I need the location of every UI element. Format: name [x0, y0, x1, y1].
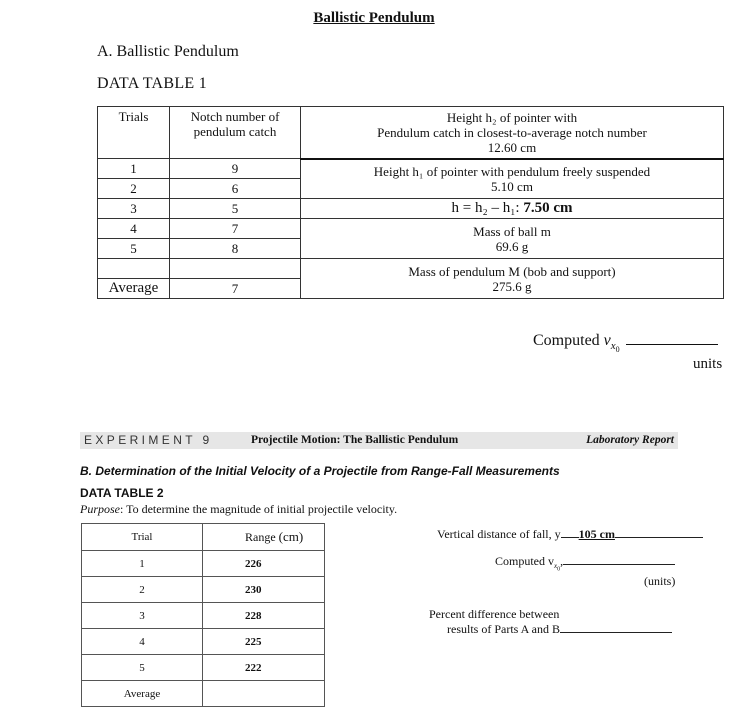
table-row: 4 225 [82, 629, 325, 655]
average-value: 7 [170, 279, 301, 299]
average-label: Average [98, 279, 170, 299]
data-table-1-title: DATA TABLE 1 [97, 75, 208, 92]
units-label: units [693, 356, 723, 372]
table-row: 1 9 Height h₁ of pointer with pendulum freely suspended 5.10 cm [98, 159, 724, 179]
table-row: 4 7 Mass of ball m 69.6 g [98, 219, 724, 239]
vertical-distance-blank[interactable] [615, 537, 703, 538]
units-2-label: (units) [644, 574, 676, 588]
experiment-banner [80, 432, 678, 449]
computed-velocity-blank[interactable] [626, 344, 718, 345]
header-h2: Height h₂ of pointer with Pendulum catch in closest-to-average notch number 12.60 cm [301, 107, 724, 159]
table-header-row [82, 524, 325, 551]
vertical-distance-field: Vertical distance of fall, y 105 cm [437, 527, 703, 542]
percent-difference-blank[interactable] [560, 632, 672, 633]
purpose-text: Purpose: To determine the magnitude of initial projectile velocity. [80, 502, 398, 516]
table-row: 3 5 h = h₂ – h₁: 7.50 cm [98, 199, 724, 219]
header-trial: Trial [82, 524, 203, 551]
average-label: Average [82, 681, 203, 707]
page-title: Ballistic Pendulum [313, 10, 435, 26]
computed-velocity-2-field: Computed $v_{x_0}$, [495, 554, 675, 573]
experiment-title: Projectile Motion: The Ballistic Pendulum [251, 434, 459, 446]
computed-velocity-field: Computed $v_{x_0}$ [533, 332, 718, 354]
lab-report-label: Laboratory Report [586, 434, 674, 446]
h1-cell: Height h₁ of pointer with pendulum freely suspended 5.10 cm [301, 159, 724, 199]
header-notch: Notch number of pendulum catch [170, 107, 301, 159]
table-row: 2 230 [82, 577, 325, 603]
average-value[interactable] [203, 681, 325, 707]
experiment-number: EXPERIMENT 9 [84, 433, 213, 447]
table-row: 5 8 [98, 239, 724, 259]
table-header-row [98, 107, 724, 159]
section-b-heading: B. Determination of the Initial Velocity of a Projectile from Range-Fall Measurements [80, 464, 560, 478]
h-difference-cell: h = h₂ – h₁: 7.50 cm [301, 199, 724, 219]
table-row: 3 228 [82, 603, 325, 629]
data-table-2 [81, 523, 325, 707]
mass-ball-cell: Mass of ball m 69.6 g [301, 219, 724, 259]
data-table-2-title: DATA TABLE 2 [80, 486, 164, 500]
computed-velocity-2-blank[interactable] [563, 564, 675, 565]
header-trials: Trials [98, 107, 170, 159]
mass-pendulum-cell: Mass of pendulum M (bob and support) 275.6 g [301, 259, 724, 299]
table-row: 1 226 [82, 551, 325, 577]
vertical-distance-value: 105 cm [578, 527, 615, 541]
section-a-heading: A. Ballistic Pendulum [97, 43, 239, 60]
percent-difference-label-1: Percent difference between [429, 607, 560, 621]
header-range: Range (cm) [203, 524, 325, 551]
data-table-1 [97, 106, 724, 299]
table-row: 2 6 [98, 179, 724, 199]
table-row: 5 222 [82, 655, 325, 681]
table-row [98, 259, 724, 279]
percent-difference-field: results of Parts A and B [447, 622, 672, 637]
average-row [82, 681, 325, 707]
